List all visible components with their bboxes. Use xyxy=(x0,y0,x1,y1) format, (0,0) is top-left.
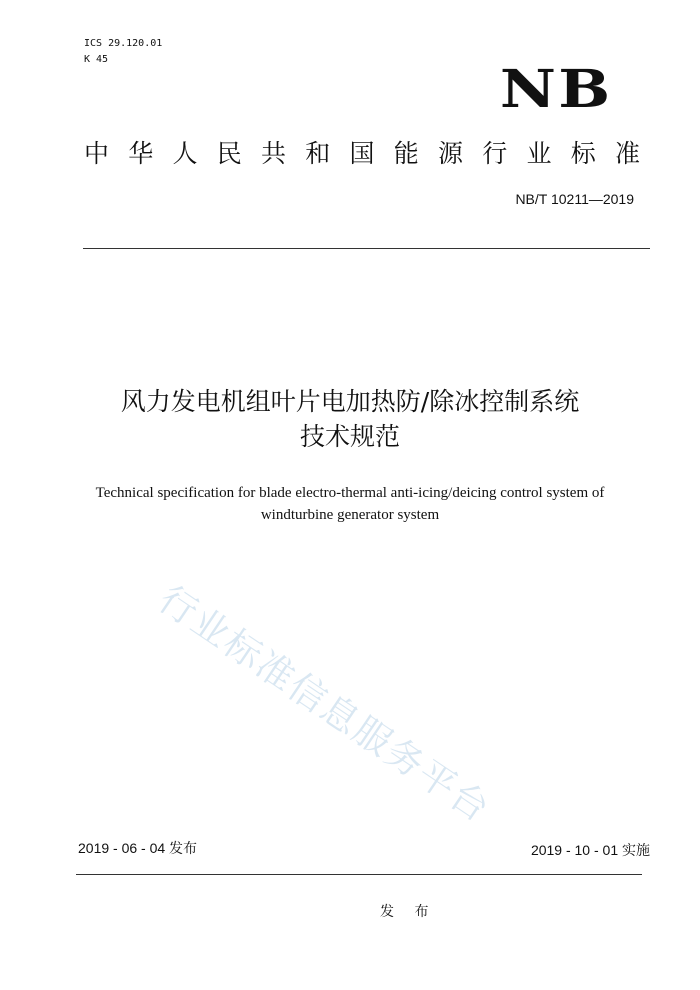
chinese-title-line-2: 技术规范 xyxy=(299,422,400,451)
release-date: 2019 - 06 - 04 发布 xyxy=(78,840,198,856)
issuer-label: 发 布 xyxy=(380,904,437,920)
english-title-line-1: Technical specification for blade electro-thermal anti-icing/deicing control system of xyxy=(95,485,605,501)
standard-number: NB/T 10211—2019 xyxy=(515,191,634,207)
english-title xyxy=(40,482,660,526)
classification-codes xyxy=(84,36,162,68)
chinese-title xyxy=(0,384,700,454)
organization-title: 中华人民共和国能源行业标准 xyxy=(84,139,640,168)
english-title-line-2: windturbine generator system xyxy=(260,507,440,523)
ccs-code: K 45 xyxy=(84,54,109,65)
nb-logo: NB xyxy=(499,59,612,120)
chinese-title-line-1: 风力发电机组叶片电加热防/除冰控制系统 xyxy=(120,387,580,416)
ics-code: ICS 29.120.01 xyxy=(84,38,163,49)
watermark-text: 行业标准信息服务平台 xyxy=(150,577,499,832)
bottom-divider xyxy=(76,874,642,875)
implementation-date: 2019 - 10 - 01 实施 xyxy=(530,842,650,858)
top-divider xyxy=(83,248,650,249)
